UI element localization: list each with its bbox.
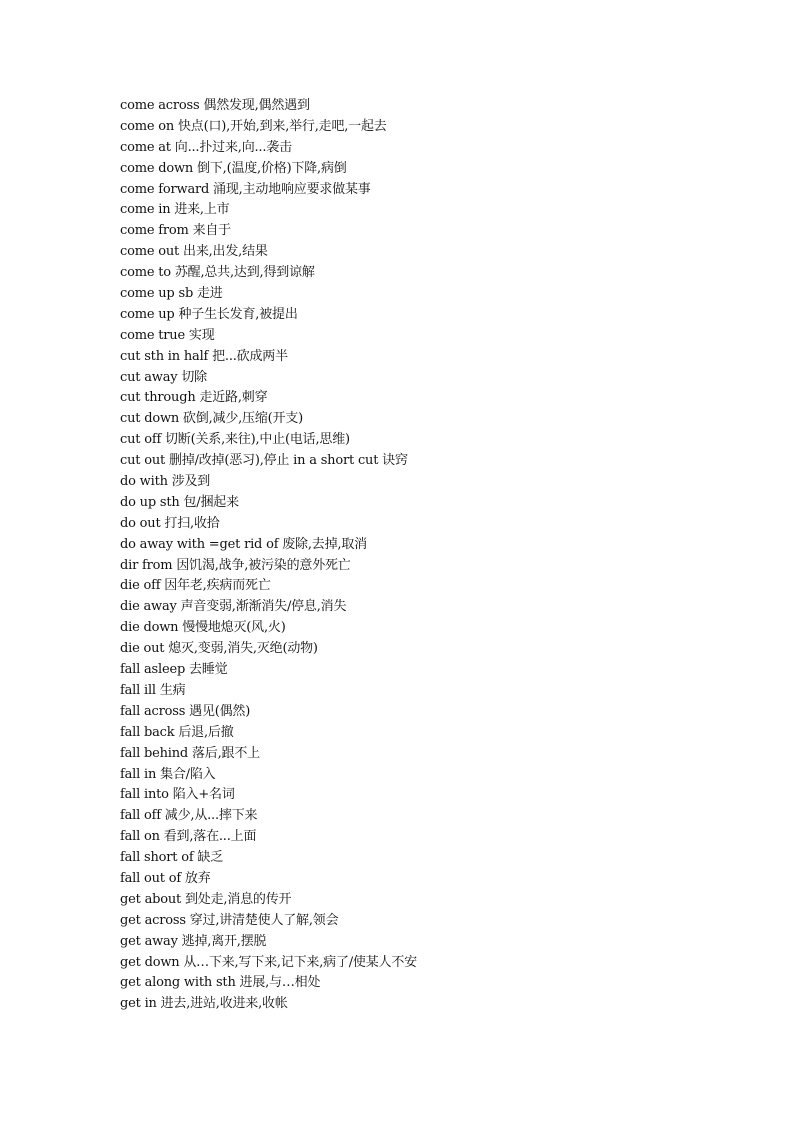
phrase-entry: fall into 陷入+名词 bbox=[120, 787, 235, 803]
phrase-entry: come in 进来,上市 bbox=[120, 202, 230, 218]
phrase-entry: get along with sth 进展,与…相处 bbox=[120, 975, 321, 991]
phrase-entry: fall on 看到,落在...上面 bbox=[120, 829, 257, 845]
phrase-entry: come true 实现 bbox=[120, 327, 215, 343]
phrase-entry: get in 进去,进站,收进来,收帐 bbox=[120, 996, 288, 1012]
phrase-entry: cut down 砍倒,减少,压缩(开支) bbox=[120, 411, 303, 427]
phrase-entry: die out 熄灭,变弱,消失,灭绝(动物) bbox=[120, 641, 318, 657]
phrase-entry: come forward 涌现,主动地响应要求做某事 bbox=[120, 181, 371, 197]
phrase-entry: cut away 切除 bbox=[120, 369, 207, 385]
phrase-entry: cut out 删掉/改掉(恶习),停止 in a short cut 诀窍 bbox=[120, 453, 408, 469]
phrase-entry: cut through 走近路,刺穿 bbox=[120, 390, 268, 406]
phrase-entry: come on 快点(口),开始,到来,举行,走吧,一起去 bbox=[120, 118, 387, 134]
phrase-entry: die away 声音变弱,渐渐消失/停息,消失 bbox=[120, 599, 347, 615]
phrase-entry: fall across 遇见(偶然) bbox=[120, 703, 251, 719]
phrase-entry: get across 穿过,讲清楚使人了解,领会 bbox=[120, 912, 339, 928]
phrase-entry: do away with =get rid of 废除,去掉,取消 bbox=[120, 536, 367, 552]
phrase-entry: do with 涉及到 bbox=[120, 474, 211, 490]
phrase-entry: come to 苏醒,总共,达到,得到谅解 bbox=[120, 265, 315, 281]
phrase-entry: come out 出来,出发,结果 bbox=[120, 244, 268, 260]
phrase-entry: cut off 切断(关系,来往),中止(电话,思维) bbox=[120, 432, 350, 448]
phrase-entry: get down 从…下来,写下来,记下来,病了/使某人不安 bbox=[120, 954, 417, 970]
phrase-list bbox=[120, 96, 740, 1015]
phrase-entry: fall back 后退,后撤 bbox=[120, 724, 234, 740]
phrase-entry: fall off 减少,从...摔下来 bbox=[120, 808, 258, 824]
phrase-entry: fall out of 放弃 bbox=[120, 870, 211, 886]
phrase-entry: die off 因年老,疾病而死亡 bbox=[120, 578, 271, 594]
phrase-entry: fall asleep 去睡觉 bbox=[120, 662, 228, 678]
phrase-entry: get away 逃掉,离开,摆脱 bbox=[120, 933, 267, 949]
phrase-entry: do out 打扫,收拾 bbox=[120, 515, 220, 531]
phrase-entry: die down 慢慢地熄灭(风,火) bbox=[120, 620, 286, 636]
phrase-entry: fall in 集合/陷入 bbox=[120, 766, 216, 782]
phrase-entry: fall ill 生病 bbox=[120, 682, 186, 698]
phrase-entry: come up 种子生长发育,被提出 bbox=[120, 306, 298, 322]
phrase-entry: come from 来自于 bbox=[120, 223, 231, 239]
phrase-entry: do up sth 包/捆起来 bbox=[120, 494, 239, 510]
phrase-entry: come down 倒下,(温度,价格)下降,病倒 bbox=[120, 160, 347, 176]
phrase-entry: come across 偶然发现,偶然遇到 bbox=[120, 98, 310, 113]
phrase-entry: fall behind 落后,跟不上 bbox=[120, 745, 260, 761]
phrase-entry: get about 到处走,消息的传开 bbox=[120, 891, 292, 907]
phrase-entry: fall short of 缺乏 bbox=[120, 850, 224, 866]
phrase-entry: dir from 因饥渴,战争,被污染的意外死亡 bbox=[120, 557, 351, 573]
phrase-entry: cut sth in half 把...砍成两半 bbox=[120, 348, 288, 364]
phrase-entry: come up sb 走进 bbox=[120, 286, 223, 302]
phrase-entry: come at 向...扑过来,向...袭击 bbox=[120, 139, 292, 155]
